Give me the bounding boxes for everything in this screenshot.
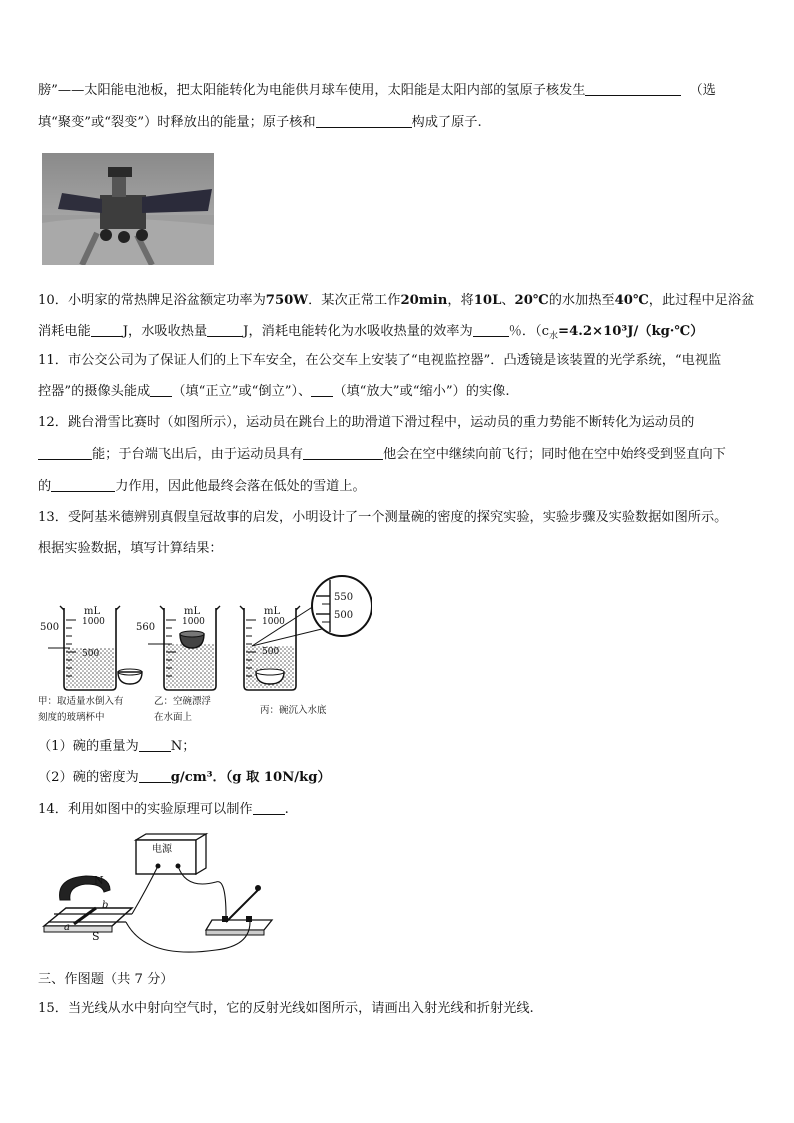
- q12-line-1: 12．跳台滑雪比赛时（如图所示），运动员在跳台上的助滑道下滑过程中，运动员的重力势能不断转化为运动员的: [38, 415, 695, 430]
- circuit-figure: [36, 830, 286, 960]
- svg-text:1000: 1000: [262, 617, 285, 627]
- svg-text:乙：空碗漂浮: 乙：空碗漂浮: [154, 696, 212, 707]
- q9-line-1: 膀”——太阳能电池板，把太阳能转化为电能供月球车使用，太阳能是太阳内部的氢原子核发生 （选: [38, 83, 716, 98]
- answer-blank[interactable]: [316, 113, 412, 128]
- svg-text:刻度的玻璃杯中: 刻度的玻璃杯中: [38, 712, 105, 723]
- answer-blank[interactable]: [38, 445, 92, 460]
- magnet-rails: [44, 874, 132, 943]
- svg-text:S: S: [92, 930, 100, 943]
- q13-line-1: 13．受阿基米德辨别真假皇冠故事的启发，小明设计了一个测量碗的密度的探究实验，实验步骤及实验数据如图所示。: [38, 510, 728, 525]
- svg-text:甲：取适量水倒入有: 甲：取适量水倒入有: [38, 696, 124, 707]
- switch: [206, 885, 272, 935]
- q10-line-2: 消耗电能 J，水吸收热量 J，消耗电能转化为水吸收热量的效率为 ％．（$c_水=4.2\times 10^3J/(kg\cdot℃)$: [38, 324, 704, 342]
- svg-text:500: 500: [334, 610, 354, 621]
- svg-text:500: 500: [40, 622, 60, 633]
- svg-text:a: a: [64, 922, 70, 933]
- answer-blank[interactable]: [139, 737, 171, 752]
- svg-text:在水面上: 在水面上: [154, 712, 193, 723]
- answer-blank[interactable]: [311, 382, 333, 397]
- q12-line-3: 的 力作用，因此他最终会落在低处的雪道上。: [38, 479, 366, 494]
- q12-line-2: 能；于台端飞出后，由于运动员具有 他会在空中继续向前飞行；同时他在空中始终受到竖直向下: [38, 445, 726, 465]
- beaker-b: [136, 606, 220, 690]
- svg-text:b: b: [102, 900, 109, 911]
- q11-line-1: 11．市公交公司为了保证人们的上下车安全，在公交车上安装了“电视监控器”．凸透镜是该装置的光学系统，“电视监: [38, 353, 722, 368]
- q10-line-1: 10．小明家的常热牌足浴盆额定功率为750W．某次正常工作20min，将10L、20℃的水加热至40℃，此过程中足浴盆: [38, 293, 755, 308]
- power-supply: [136, 834, 206, 874]
- lunar-rover-photo: [42, 153, 214, 265]
- beaker-a: [40, 606, 142, 690]
- section-title: 三、作图题（共 7 分）: [38, 972, 174, 987]
- answer-blank[interactable]: [473, 322, 509, 337]
- q13-sub-2: （2）碗的密度为 g/cm³．（g 取 10N/kg）: [38, 770, 331, 785]
- q9-line-2: 填“聚变”或“裂变”）时释放出的能量；原子核和 构成了原子.: [38, 115, 482, 130]
- q11-line-2: 控器”的摄像头能成 （填“正立”或“倒立”）、 （填“放大”或“缩小”）的实像.: [38, 384, 510, 399]
- svg-text:550: 550: [334, 592, 354, 603]
- svg-text:电源: 电源: [152, 844, 172, 855]
- beaker-experiment-figure: [36, 568, 372, 728]
- answer-blank[interactable]: [585, 81, 681, 96]
- svg-text:500: 500: [262, 647, 280, 657]
- answer-blank[interactable]: [150, 382, 172, 397]
- q15-line-1: 15．当光线从水中射向空气时，它的反射光线如图所示，请画出入射光线和折射光线.: [38, 1001, 534, 1016]
- q13-sub-1: （1）碗的重量为 N；: [38, 739, 196, 754]
- answer-blank[interactable]: [91, 322, 123, 337]
- svg-text:mL: mL: [84, 606, 101, 617]
- svg-text:mL: mL: [184, 606, 201, 617]
- answer-blank[interactable]: [253, 800, 285, 815]
- svg-text:500: 500: [82, 649, 100, 659]
- svg-text:N: N: [94, 874, 104, 887]
- svg-text:1000: 1000: [182, 617, 205, 627]
- svg-text:1000: 1000: [82, 617, 105, 627]
- answer-blank[interactable]: [139, 768, 171, 783]
- answer-blank[interactable]: [207, 322, 243, 337]
- beaker-c: [240, 606, 326, 690]
- q14-line-1: 14．利用如图中的实验原理可以制作 .: [38, 802, 289, 817]
- svg-text:560: 560: [136, 622, 156, 633]
- svg-text:丙：碗沉入水底: 丙：碗沉入水底: [260, 705, 327, 716]
- answer-blank[interactable]: [51, 477, 115, 492]
- q13-line-2: 根据实验数据，填写计算结果：: [38, 541, 223, 556]
- svg-text:mL: mL: [264, 606, 281, 617]
- zoom-scale: [312, 576, 372, 636]
- answer-blank[interactable]: [303, 445, 383, 460]
